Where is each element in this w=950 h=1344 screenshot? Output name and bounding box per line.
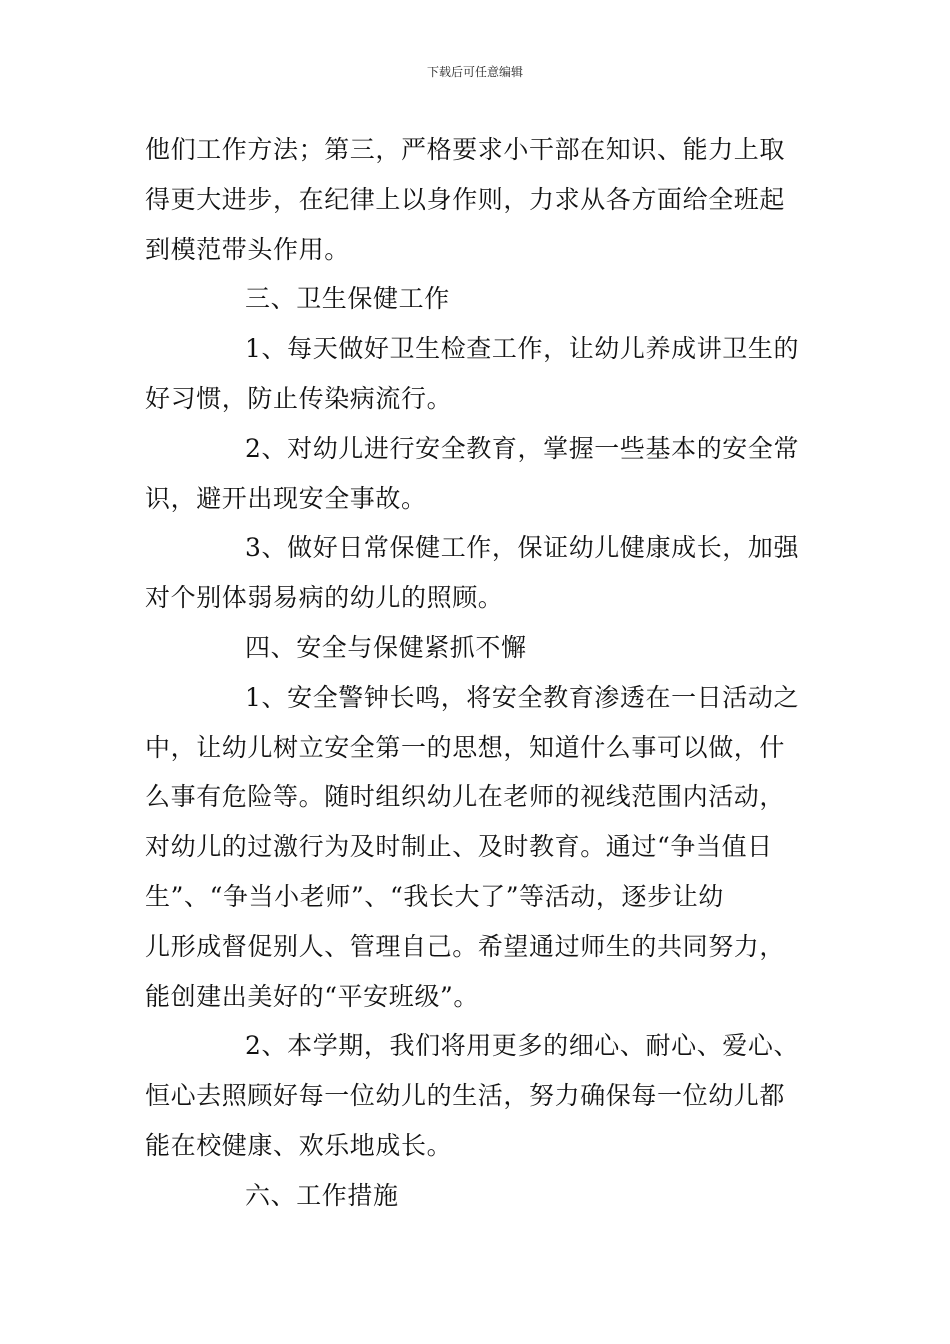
text-line: 3、做好日常保健工作，保证幼儿健康成长，加强 [245,533,800,563]
text-line: 中，让幼儿树立安全第一的思想，知道什么事可以做，什 [145,732,786,762]
text-line: 能创建出美好的“平安班级”。 [145,981,479,1011]
text-line: 能在校健康、欢乐地成长。 [145,1130,453,1160]
text-line: 2、对幼儿进行安全教育，掌握一些基本的安全常 [245,433,800,463]
document-body [145,125,810,1221]
text-line: 么事有危险等。随时组织幼儿在老师的视线范围内活动， [145,782,786,812]
text-line: 他们工作方法；第三，严格要求小干部在知识、能力上取 [145,135,786,164]
text-line: 六、工作措施 [245,1180,399,1210]
section-heading [145,1171,810,1221]
paragraph [145,523,810,623]
section-heading [145,623,810,673]
text-line: 好习惯，防止传染病流行。 [145,383,453,413]
text-line: 1、安全警钟长鸣，将安全教育渗透在一日活动之 [245,682,800,712]
text-line: 得更大进步，在纪律上以身作则，力求从各方面给全班起 [145,184,786,214]
text-line: 三、卫生保健工作 [245,284,450,314]
text-line: 识，避开出现安全事故。 [145,483,427,513]
text-line: 对个别体弱易病的幼儿的照顾。 [145,583,504,613]
text-line: 儿形成督促别人、管理自己。希望通过师生的共同努力， [145,931,786,961]
text-line: 生”、“争当小老师”、“我长大了”等活动，逐步让幼 [145,881,724,911]
text-line: 对幼儿的过激行为及时制止、及时教育。通过“争当值日 [145,832,773,862]
section-heading [145,274,810,324]
text-line: 到模范带头作用。 [145,234,350,264]
page-header-note: 下载后可任意编辑 [426,65,523,79]
paragraph [145,673,810,1022]
text-line: 恒心去照顾好每一位幼儿的生活，努力确保每一位幼儿都 [145,1081,786,1111]
paragraph [145,1021,810,1170]
text-line: 2、本学期，我们将用更多的细心、耐心、爱心、 [245,1031,800,1061]
paragraph [145,424,810,524]
paragraph [145,125,810,274]
text-line: 1、每天做好卫生检查工作，让幼儿养成讲卫生的 [245,334,800,364]
paragraph [145,324,810,424]
text-line: 四、安全与保健紧抓不懈 [245,632,527,662]
